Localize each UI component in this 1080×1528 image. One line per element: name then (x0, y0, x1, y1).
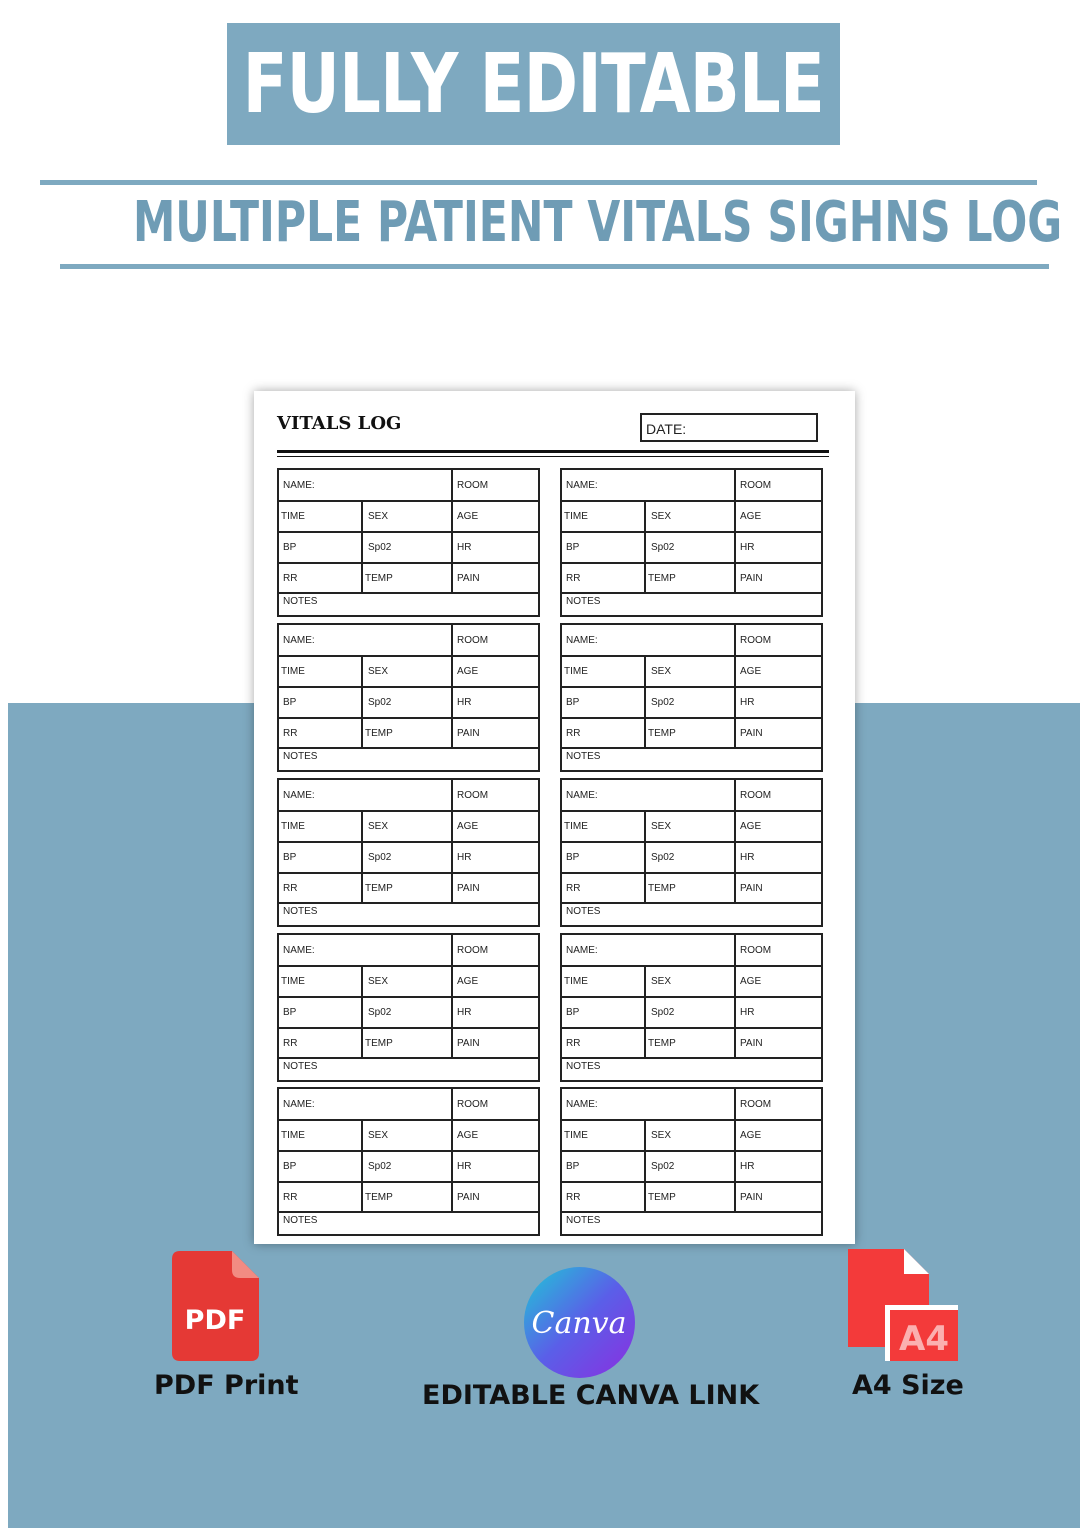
card-row-divider (279, 1119, 538, 1121)
card-column-divider (451, 625, 453, 749)
card-row-divider (279, 500, 538, 502)
field-spo2[interactable]: Sp02 (368, 1007, 392, 1018)
field-spo2[interactable]: Sp02 (651, 1007, 675, 1018)
field-spo2[interactable]: Sp02 (651, 697, 675, 708)
field-spo2[interactable]: Sp02 (651, 1161, 675, 1172)
card-row-divider (562, 841, 821, 843)
field-age[interactable]: AGE (740, 666, 762, 677)
pdf-icon (172, 1251, 259, 1361)
field-hr[interactable]: HR (457, 1161, 472, 1172)
field-notes[interactable]: NOTES (283, 596, 318, 607)
field-name[interactable]: NAME: (283, 945, 315, 956)
field-notes[interactable]: NOTES (566, 1061, 601, 1072)
field-sex[interactable]: SEX (651, 821, 672, 832)
field-temp[interactable]: TEMP (648, 573, 676, 584)
card-row-divider (279, 841, 538, 843)
field-time[interactable]: TIME (281, 666, 305, 677)
card-column-divider (361, 810, 363, 904)
field-sex[interactable]: SEX (368, 976, 389, 987)
card-column-divider (734, 470, 736, 594)
card-column-divider (361, 1119, 363, 1213)
field-rr[interactable]: RR (566, 573, 581, 584)
field-pain[interactable]: PAIN (740, 1038, 763, 1049)
card-column-divider (734, 780, 736, 904)
banner-title: FULLY EDITABLE (242, 36, 825, 132)
field-notes[interactable]: NOTES (283, 751, 318, 762)
field-name[interactable]: NAME: (283, 790, 315, 801)
card-column-divider (361, 655, 363, 749)
field-room[interactable]: ROOM (740, 945, 772, 956)
a4-size-label: A4 Size (852, 1370, 964, 1401)
field-temp[interactable]: TEMP (365, 1038, 393, 1049)
field-bp[interactable]: BP (283, 1007, 297, 1018)
patient-card (277, 933, 540, 1082)
patient-card (277, 1087, 540, 1236)
field-room[interactable]: ROOM (457, 635, 489, 646)
card-row-divider (562, 902, 821, 904)
field-hr[interactable]: HR (740, 1161, 755, 1172)
field-pain[interactable]: PAIN (457, 728, 480, 739)
field-rr[interactable]: RR (283, 883, 298, 894)
field-notes[interactable]: NOTES (566, 751, 601, 762)
card-column-divider (361, 500, 363, 594)
card-row-divider (279, 1211, 538, 1213)
field-time[interactable]: TIME (564, 666, 588, 677)
card-row-divider (562, 592, 821, 594)
card-row-divider (562, 655, 821, 657)
field-bp[interactable]: BP (566, 542, 580, 553)
field-sex[interactable]: SEX (368, 666, 389, 677)
card-row-divider (562, 1181, 821, 1183)
card-row-divider (279, 1150, 538, 1152)
field-age[interactable]: AGE (457, 1130, 479, 1141)
field-temp[interactable]: TEMP (365, 573, 393, 584)
card-column-divider (451, 935, 453, 1059)
field-time[interactable]: TIME (564, 1130, 588, 1141)
field-spo2[interactable]: Sp02 (368, 852, 392, 863)
field-notes[interactable]: NOTES (566, 596, 601, 607)
card-row-divider (279, 965, 538, 967)
field-bp[interactable]: BP (566, 1007, 580, 1018)
field-name[interactable]: NAME: (283, 635, 315, 646)
field-age[interactable]: AGE (740, 976, 762, 987)
card-column-divider (451, 780, 453, 904)
card-row-divider (279, 592, 538, 594)
field-rr[interactable]: RR (566, 883, 581, 894)
header-rule-thick (277, 450, 829, 453)
card-column-divider (644, 965, 646, 1059)
field-age[interactable]: AGE (457, 976, 479, 987)
field-temp[interactable]: TEMP (365, 728, 393, 739)
field-name[interactable]: NAME: (566, 1099, 598, 1110)
card-row-divider (562, 562, 821, 564)
field-notes[interactable]: NOTES (566, 906, 601, 917)
field-age[interactable]: AGE (740, 511, 762, 522)
field-rr[interactable]: RR (283, 1038, 298, 1049)
field-room[interactable]: ROOM (457, 480, 489, 491)
card-row-divider (279, 1027, 538, 1029)
field-time[interactable]: TIME (281, 821, 305, 832)
field-room[interactable]: ROOM (740, 480, 772, 491)
patient-card (560, 468, 823, 617)
field-age[interactable]: AGE (740, 821, 762, 832)
field-hr[interactable]: HR (740, 1007, 755, 1018)
top-banner (227, 23, 840, 145)
field-name[interactable]: NAME: (283, 480, 315, 491)
field-notes[interactable]: NOTES (283, 1061, 318, 1072)
field-sex[interactable]: SEX (651, 1130, 672, 1141)
product-subtitle: MULTIPLE PATIENT VITALS SIGHNS LOG (132, 190, 1063, 255)
field-hr[interactable]: HR (740, 542, 755, 553)
patient-card (560, 1087, 823, 1236)
patient-card (277, 778, 540, 927)
patient-card (560, 933, 823, 1082)
field-hr[interactable]: HR (740, 852, 755, 863)
field-room[interactable]: ROOM (740, 790, 772, 801)
field-spo2[interactable]: Sp02 (368, 542, 392, 553)
field-bp[interactable]: BP (283, 697, 297, 708)
field-rr[interactable]: RR (566, 1192, 581, 1203)
card-row-divider (279, 902, 538, 904)
card-row-divider (279, 996, 538, 998)
field-sex[interactable]: SEX (368, 1130, 389, 1141)
field-age[interactable]: AGE (457, 821, 479, 832)
field-sex[interactable]: SEX (651, 511, 672, 522)
field-pain[interactable]: PAIN (740, 728, 763, 739)
field-name[interactable]: NAME: (566, 480, 598, 491)
field-bp[interactable]: BP (283, 1161, 297, 1172)
card-row-divider (562, 686, 821, 688)
editable-canva-link-label: EDITABLE CANVA LINK (422, 1380, 760, 1411)
card-row-divider (562, 1119, 821, 1121)
field-time[interactable]: TIME (281, 1130, 305, 1141)
date-field[interactable]: DATE: (640, 413, 818, 442)
field-hr[interactable]: HR (457, 852, 472, 863)
card-column-divider (734, 1089, 736, 1213)
field-age[interactable]: AGE (740, 1130, 762, 1141)
field-spo2[interactable]: Sp02 (368, 697, 392, 708)
field-age[interactable]: AGE (457, 511, 479, 522)
field-temp[interactable]: TEMP (648, 1038, 676, 1049)
pdf-print-label: PDF Print (154, 1370, 299, 1401)
field-notes[interactable]: NOTES (283, 1215, 318, 1226)
card-row-divider (562, 1027, 821, 1029)
field-sex[interactable]: SEX (651, 976, 672, 987)
patient-card (560, 778, 823, 927)
field-bp[interactable]: BP (283, 542, 297, 553)
field-temp[interactable]: TEMP (365, 883, 393, 894)
card-row-divider (562, 531, 821, 533)
card-column-divider (361, 965, 363, 1059)
field-rr[interactable]: RR (283, 1192, 298, 1203)
field-room[interactable]: ROOM (740, 1099, 772, 1110)
field-bp[interactable]: BP (566, 1161, 580, 1172)
field-pain[interactable]: PAIN (457, 1192, 480, 1203)
vitals-log-sheet (254, 391, 855, 1244)
field-name[interactable]: NAME: (283, 1099, 315, 1110)
canva-icon-text: Canva (531, 1306, 627, 1341)
sheet-title: VITALS LOG (277, 413, 402, 434)
card-row-divider (279, 562, 538, 564)
field-room[interactable]: ROOM (457, 1099, 489, 1110)
divider-top (40, 180, 1037, 185)
card-row-divider (562, 717, 821, 719)
field-age[interactable]: AGE (457, 666, 479, 677)
card-column-divider (644, 810, 646, 904)
header-rule-thin (277, 456, 829, 457)
card-column-divider (644, 655, 646, 749)
field-time[interactable]: TIME (564, 976, 588, 987)
field-pain[interactable]: PAIN (740, 1192, 763, 1203)
field-bp[interactable]: BP (566, 852, 580, 863)
field-rr[interactable]: RR (283, 573, 298, 584)
card-row-divider (279, 747, 538, 749)
card-row-divider (562, 747, 821, 749)
card-row-divider (279, 872, 538, 874)
field-spo2[interactable]: Sp02 (651, 852, 675, 863)
field-notes[interactable]: NOTES (566, 1215, 601, 1226)
patient-card (560, 623, 823, 772)
field-temp[interactable]: TEMP (648, 1192, 676, 1203)
field-time[interactable]: TIME (564, 821, 588, 832)
canva-logo-icon (524, 1267, 635, 1378)
field-spo2[interactable]: Sp02 (368, 1161, 392, 1172)
field-hr[interactable]: HR (457, 697, 472, 708)
field-rr[interactable]: RR (283, 728, 298, 739)
card-row-divider (279, 686, 538, 688)
a4-icon-text: A4 (899, 1319, 949, 1359)
card-column-divider (451, 1089, 453, 1213)
field-name[interactable]: NAME: (566, 945, 598, 956)
card-row-divider (279, 717, 538, 719)
card-row-divider (279, 1181, 538, 1183)
card-row-divider (279, 655, 538, 657)
field-room[interactable]: ROOM (740, 635, 772, 646)
card-column-divider (734, 625, 736, 749)
patient-card (277, 623, 540, 772)
card-row-divider (562, 1057, 821, 1059)
card-row-divider (562, 965, 821, 967)
card-column-divider (644, 500, 646, 594)
field-hr[interactable]: HR (457, 542, 472, 553)
field-hr[interactable]: HR (740, 697, 755, 708)
field-temp[interactable]: TEMP (648, 728, 676, 739)
field-pain[interactable]: PAIN (740, 883, 763, 894)
card-row-divider (562, 1150, 821, 1152)
card-row-divider (279, 531, 538, 533)
card-row-divider (562, 500, 821, 502)
field-name[interactable]: NAME: (566, 790, 598, 801)
field-sex[interactable]: SEX (368, 511, 389, 522)
field-name[interactable]: NAME: (566, 635, 598, 646)
card-column-divider (734, 935, 736, 1059)
field-room[interactable]: ROOM (457, 945, 489, 956)
field-pain[interactable]: PAIN (457, 1038, 480, 1049)
divider-bottom (60, 264, 1049, 269)
field-rr[interactable]: RR (566, 1038, 581, 1049)
field-hr[interactable]: HR (457, 1007, 472, 1018)
card-row-divider (562, 996, 821, 998)
field-sex[interactable]: SEX (651, 666, 672, 677)
card-row-divider (279, 1057, 538, 1059)
field-room[interactable]: ROOM (457, 790, 489, 801)
card-row-divider (279, 810, 538, 812)
card-column-divider (644, 1119, 646, 1213)
field-pain[interactable]: PAIN (457, 883, 480, 894)
field-pain[interactable]: PAIN (457, 573, 480, 584)
field-rr[interactable]: RR (566, 728, 581, 739)
card-row-divider (562, 810, 821, 812)
field-time[interactable]: TIME (281, 511, 305, 522)
card-column-divider (451, 470, 453, 594)
field-bp[interactable]: BP (283, 852, 297, 863)
card-row-divider (562, 872, 821, 874)
field-pain[interactable]: PAIN (740, 573, 763, 584)
field-time[interactable]: TIME (564, 511, 588, 522)
field-notes[interactable]: NOTES (283, 906, 318, 917)
patient-card (277, 468, 540, 617)
field-temp[interactable]: TEMP (365, 1192, 393, 1203)
card-row-divider (562, 1211, 821, 1213)
field-temp[interactable]: TEMP (648, 883, 676, 894)
field-spo2[interactable]: Sp02 (651, 542, 675, 553)
field-bp[interactable]: BP (566, 697, 580, 708)
pdf-icon-text: PDF (184, 1305, 246, 1336)
field-sex[interactable]: SEX (368, 821, 389, 832)
a4-document-icon (846, 1249, 958, 1361)
field-time[interactable]: TIME (281, 976, 305, 987)
